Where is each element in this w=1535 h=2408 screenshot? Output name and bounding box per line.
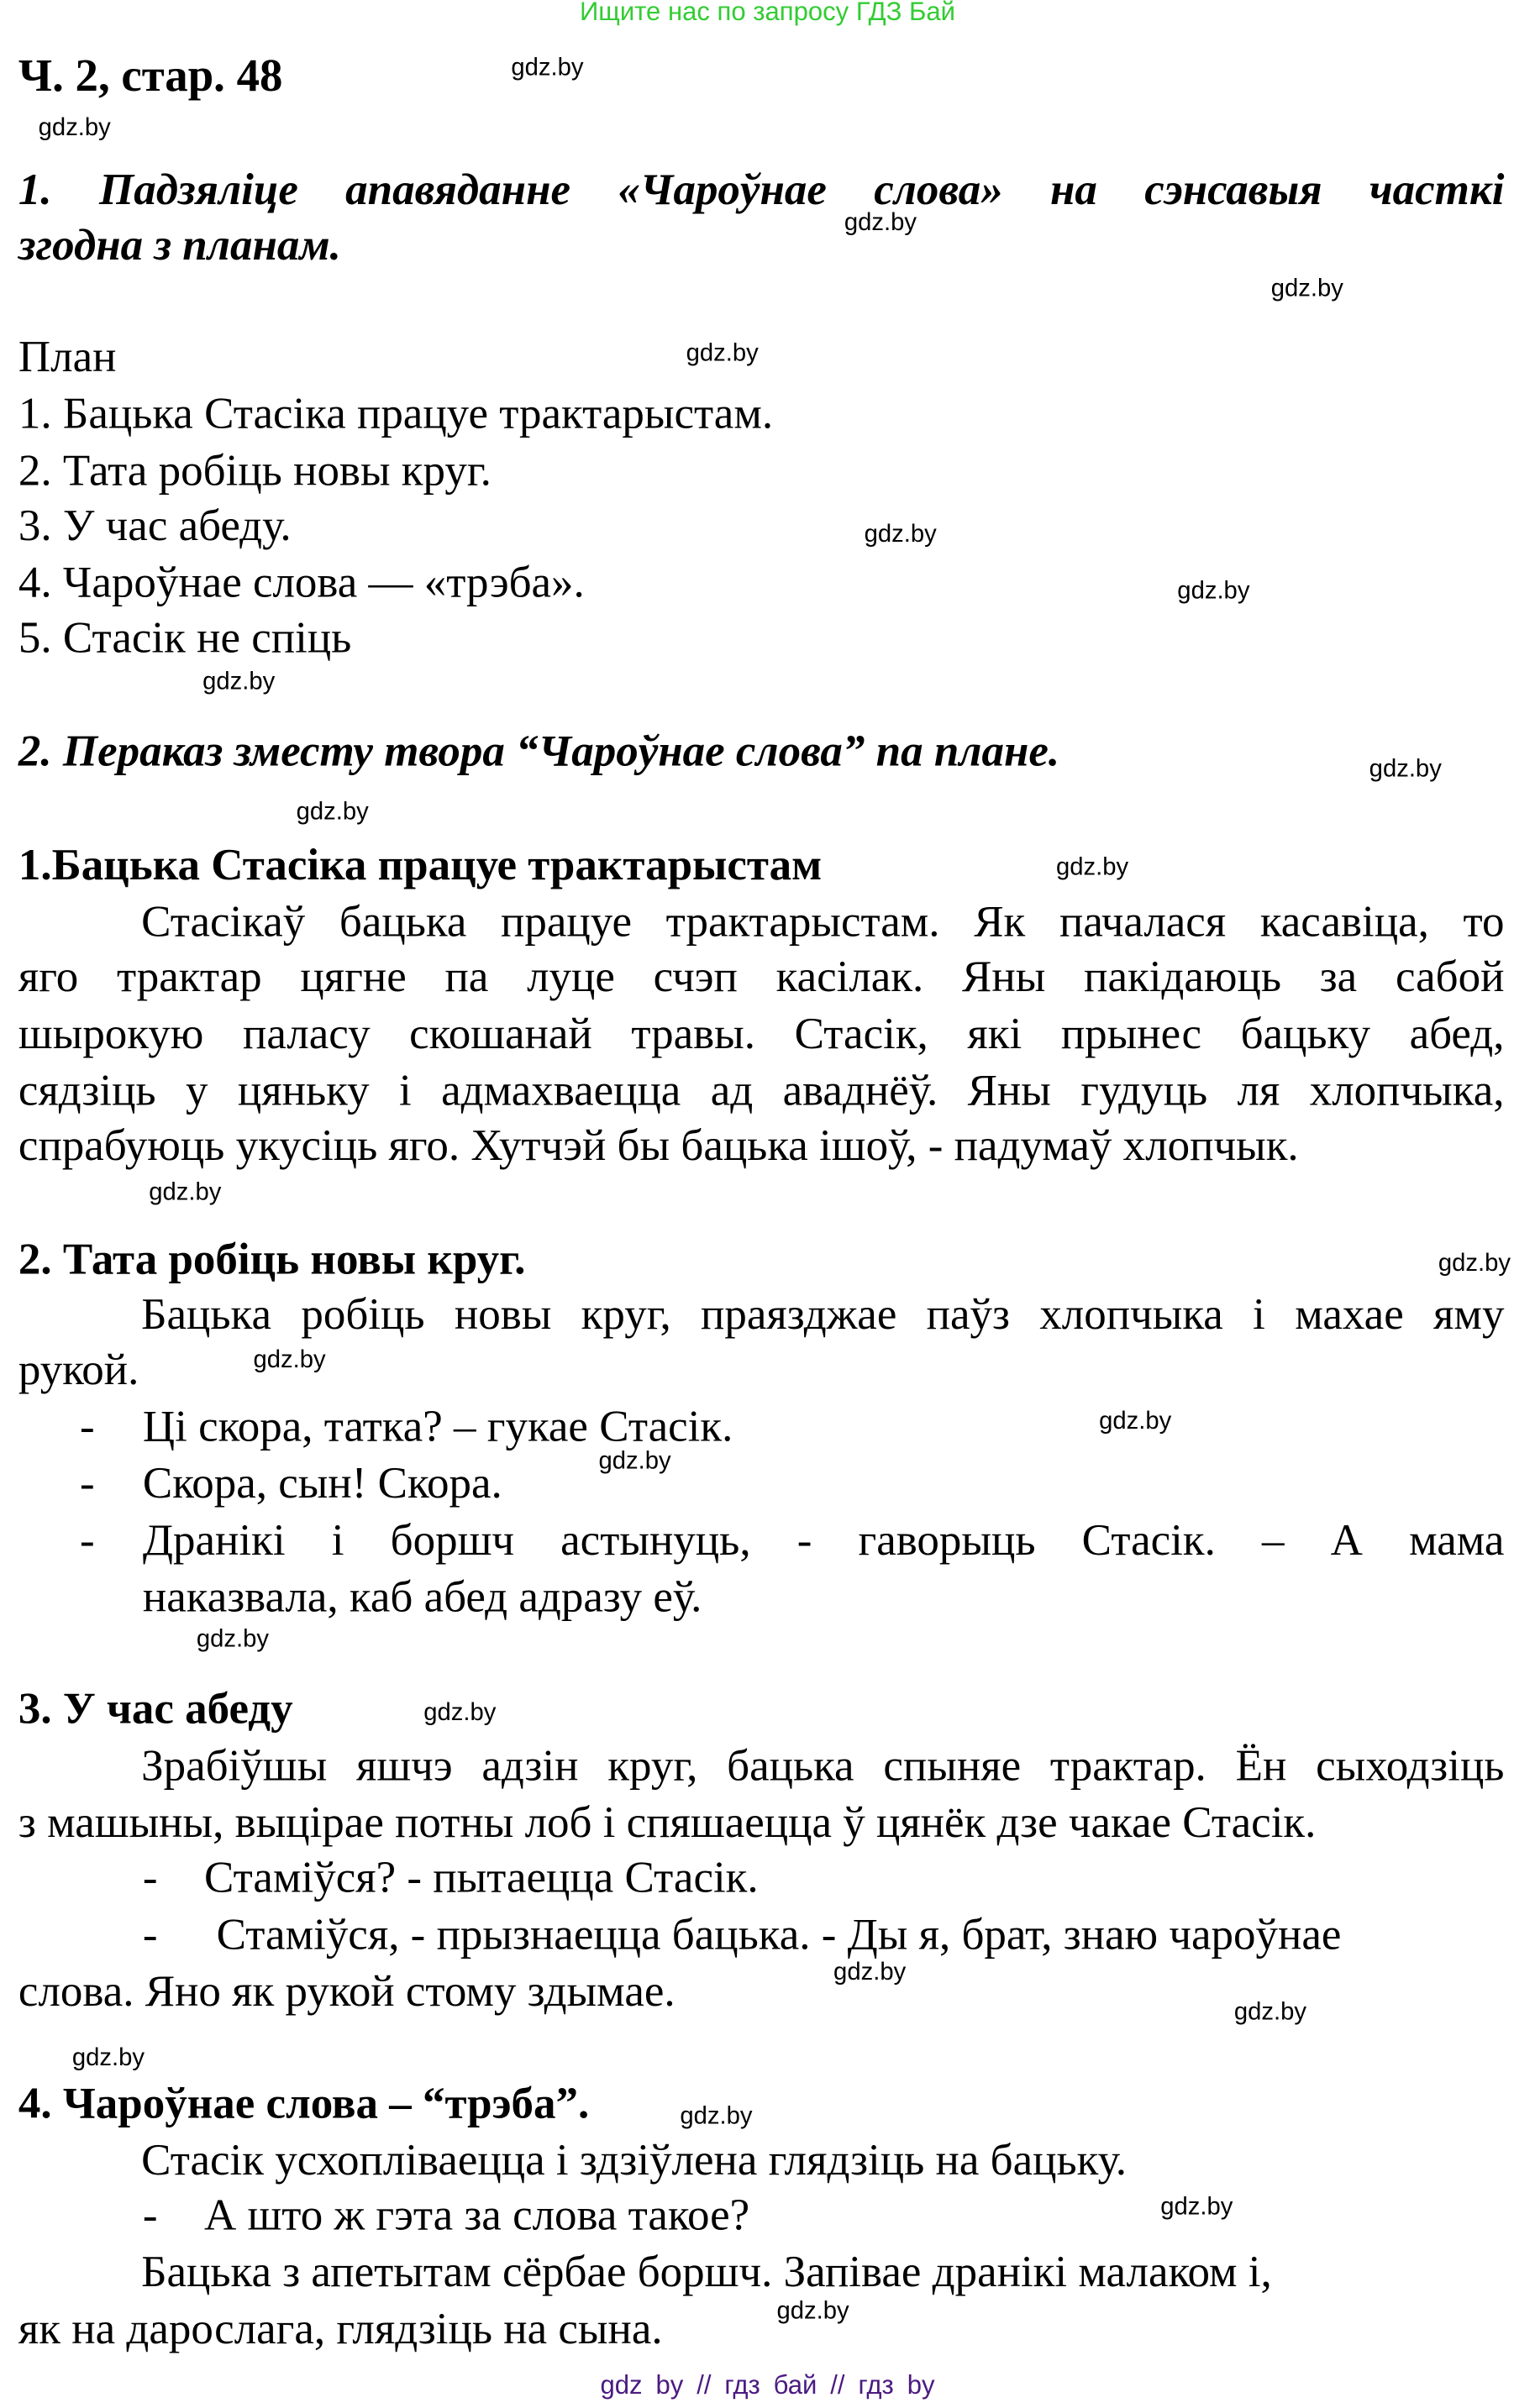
dialog-dash: - <box>80 1459 95 1508</box>
paragraph-line: Бацька з апетытам сёрбае боршч. Запівае дранікі малаком і, <box>141 2248 1272 2298</box>
plan-title: План <box>18 333 117 382</box>
watermark: gdz.by <box>1099 1409 1172 1435</box>
watermark: gdz.by <box>776 2298 849 2325</box>
paragraph-line: рукой. <box>18 1346 139 1395</box>
paragraph-line: слова. Яно як рукой стому здымае. <box>18 1967 676 2017</box>
watermark: gdz.by <box>686 340 759 367</box>
watermark: gdz.by <box>598 1448 671 1475</box>
task2-title: 2. Пераказ зместу твора “Чароўнае слова” па плане. <box>18 727 1060 777</box>
dialog-dash: - <box>142 1910 158 1960</box>
section1-heading: 1.Бацька Стасіка працуе трактарыстам <box>18 841 823 890</box>
watermark: gdz.by <box>296 799 369 826</box>
dialog-line: Ці скора, татка? – гукае Стасік. <box>142 1402 733 1452</box>
dialog-line: Дранікі і боршч астынуць, - гаворыць Стасік. – А мама <box>142 1516 1505 1566</box>
search-banner[interactable]: Ищите нас по запросу ГДЗ Бай <box>579 0 956 27</box>
watermark: gdz.by <box>38 115 111 142</box>
dialog-dash: - <box>142 1854 158 1903</box>
dialog-line: Скора, сын! Скора. <box>142 1459 502 1508</box>
watermark: gdz.by <box>1270 275 1343 302</box>
paragraph-line: спрабуюць укусіць яго. Хутчэй бы бацька ішоў, - падумаў хлопчык. <box>18 1121 1299 1172</box>
plan-item: 4. Чароўнае слова — «трэба». <box>18 559 585 608</box>
dialog-dash: - <box>142 2190 158 2241</box>
paragraph-line: з машыны, выцірае потны лоб і спяшаецца ў цянёк дзе чакае Стасік. <box>18 1798 1317 1848</box>
watermark: gdz.by <box>1055 854 1129 881</box>
page-reference: Ч. 2, стар. 48 <box>18 50 283 102</box>
watermark: gdz.by <box>1160 2194 1233 2221</box>
dialog-line: наказвала, каб абед адразу еў. <box>142 1572 702 1623</box>
watermark: gdz.by <box>864 522 937 548</box>
watermark: gdz.by <box>423 1700 497 1727</box>
plan-item: 3. У час абеду. <box>18 501 292 551</box>
plan-item: 1. Бацька Стасіка працуе трактарыстам. <box>18 390 774 439</box>
paragraph-line: Бацька робіць новы круг, праязджае паўз хлопчыка і махае яму <box>141 1290 1505 1340</box>
watermark: gdz.by <box>1177 578 1250 605</box>
dialog-line: Стаміўся, - прызнаецца бацька. - Ды я, брат, знаю чароўнае <box>216 1910 1342 1960</box>
watermark: gdz.by <box>844 210 917 237</box>
watermark: gdz.by <box>149 1179 222 1207</box>
watermark: gdz.by <box>1233 1999 1307 2026</box>
watermark: gdz.by <box>833 1959 907 1986</box>
dialog-line: А што ж гэта за слова такое? <box>203 2190 750 2241</box>
paragraph-line: Зрабіўшы яшчэ адзін круг, бацька спыняе трактар. Ён сыходзіць <box>141 1741 1505 1792</box>
footer-links[interactable]: gdz by // гдз бай // гдз by <box>600 2370 935 2400</box>
watermark: gdz.by <box>1438 1251 1511 1277</box>
watermark: gdz.by <box>1369 756 1442 783</box>
watermark: gdz.by <box>253 1347 326 1374</box>
watermark: gdz.by <box>511 55 584 81</box>
dialog-dash: - <box>80 1402 95 1452</box>
paragraph-line: яго трактар цягне па луце счэп касілак. Яны пакідаюць за сабой <box>18 952 1505 1003</box>
plan-item: 2. Тата робіць новы круг. <box>18 446 492 496</box>
paragraph-line: Стасікаў бацька працуе трактарыстам. Як пачалася касавіца, то <box>141 897 1505 947</box>
watermark: gdz.by <box>680 2103 753 2130</box>
watermark: gdz.by <box>196 1626 269 1653</box>
plan-item: 5. Стасік не спіць <box>18 613 352 664</box>
task1-title: 1. Падзяліце апавяданне «Чароўнае слова» на сэнсавыя часткі <box>18 165 1505 215</box>
task1-title-cont: згодна з планам. <box>18 221 341 270</box>
paragraph-line: сядзіць у цяньку і адмахваецца ад аваднёў. Яны гудуць ля хлопчыка, <box>18 1066 1505 1116</box>
paragraph-line: шырокую паласу скошанай травы. Стасік, які прынес бацьку абед, <box>18 1010 1505 1059</box>
watermark: gdz.by <box>202 669 276 695</box>
section2-heading: 2. Тата робіць новы круг. <box>18 1235 526 1285</box>
paragraph-line: Стасік усхопліваецца і здзіўлена глядзіць на бацьку. <box>141 2136 1128 2185</box>
section3-heading: 3. У час абеду <box>18 1685 293 1734</box>
paragraph-line: як на дарослага, глядзіць на сына. <box>18 2305 663 2354</box>
dialog-dash: - <box>80 1516 95 1566</box>
section4-heading: 4. Чароўнае слова – “трэба”. <box>18 2079 590 2129</box>
dialog-line: Стаміўся? - пытаецца Стасік. <box>203 1854 759 1903</box>
watermark: gdz.by <box>71 2045 145 2072</box>
